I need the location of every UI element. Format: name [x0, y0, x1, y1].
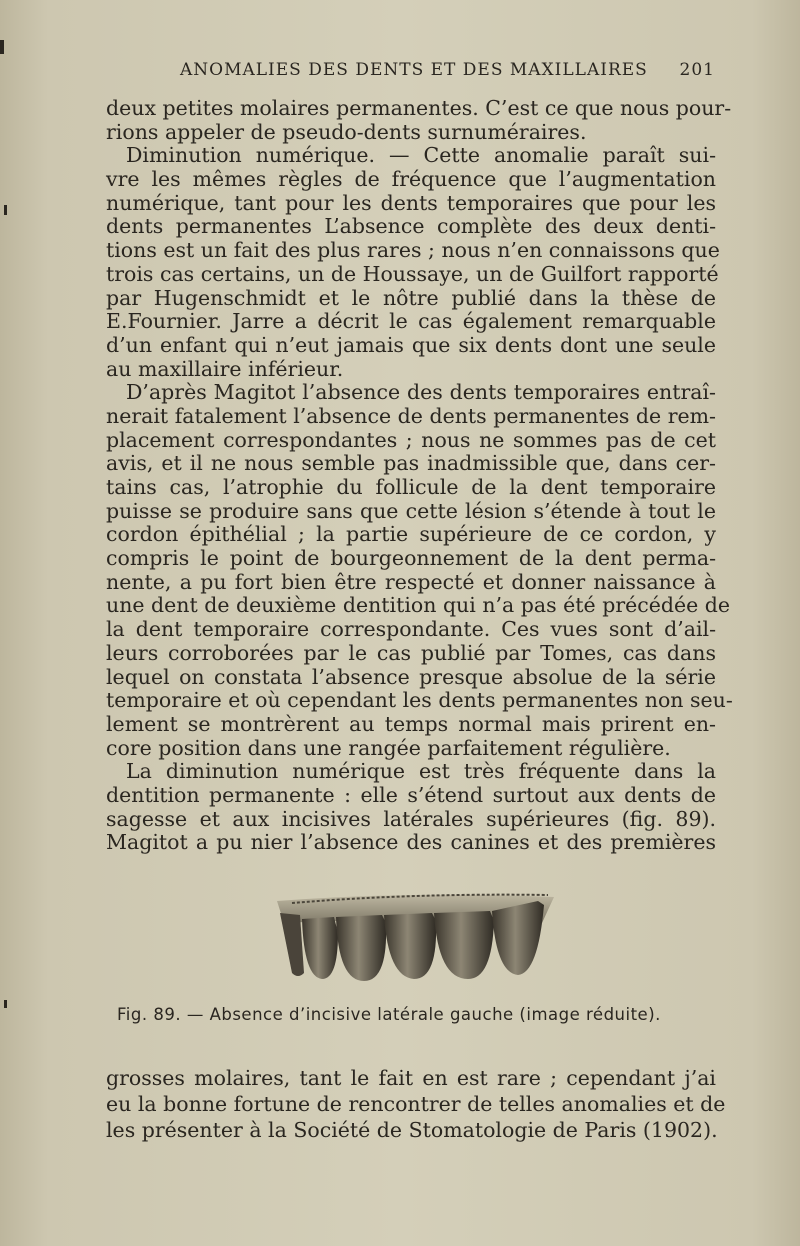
text-line: sagesse et aux incisives latérales supérieures (fig. 89).	[106, 806, 716, 831]
text-line: lequel on constata l’absence presque absolue de la série	[106, 664, 716, 689]
text-line: Diminution numérique. — Cette anomalie paraît sui-	[126, 143, 716, 168]
text-line: compris le point de bourgeonnement de la dent perma-	[106, 546, 716, 571]
text-line: dents permanentes L’absence complète des deux denti-	[106, 214, 716, 239]
body-text-top	[106, 96, 733, 855]
running-title: ANOMALIES DES DENTS ET DES MAXILLAIRES	[180, 60, 648, 80]
text-line: deux petites molaires permanentes. C’est ce que nous pour-	[106, 96, 732, 120]
text-line: puisse se produire sans que cette lésion s’étende à tout le	[106, 498, 716, 523]
text-line: nente, a pu fort bien être respecté et donner naissance à	[106, 569, 716, 594]
text-line: core position dans une rangée parfaitement régulière.	[106, 735, 671, 760]
text-line: nerait fatalement l’absence de dents permanentes de rem-	[106, 403, 716, 428]
text-line: E.Fournier. Jarre a décrit le cas également remarquable	[106, 309, 716, 334]
text-line: La diminution numérique est très fréquente dans la	[126, 759, 716, 784]
text-line: placement correspondantes ; nous ne sommes pas de cet	[106, 427, 716, 452]
teeth-figure	[272, 893, 557, 983]
text-line: D’après Magitot l’absence des dents temporaires entraî-	[126, 380, 716, 405]
page-number: 201	[679, 60, 715, 80]
text-line: Magitot a pu nier l’absence des canines et des premières	[106, 830, 716, 855]
text-line: une dent de deuxième dentition qui n’a pas été précédée de	[106, 593, 731, 618]
teeth-illustration	[272, 893, 557, 983]
text-line: trois cas certains, un de Houssaye, un de Guilfort rapporté	[106, 261, 719, 286]
figure-caption: Fig. 89. — Absence d’incisive latérale gauche (image réduite).	[117, 1005, 661, 1024]
text-line: grosses molaires, tant le fait en est rare ; cependant j’ai	[106, 1066, 716, 1090]
text-line: rions appeler de pseudo-dents surnuméraires.	[106, 119, 587, 144]
margin-mark	[0, 40, 4, 54]
margin-mark	[4, 1000, 7, 1008]
text-line: leurs corroborées par le cas publié par Tomes, cas dans	[106, 640, 716, 665]
text-line: cordon épithélial ; la partie supérieure de ce cordon, y	[106, 522, 716, 547]
text-line: numérique, tant pour les dents temporaires que pour les	[106, 190, 716, 215]
body-text-bottom	[106, 1065, 726, 1143]
text-line: par Hugenschmidt et le nôtre publié dans la thèse de	[106, 285, 716, 310]
text-line: lement se montrèrent au temps normal mais prirent en-	[106, 711, 716, 736]
margin-mark	[4, 205, 7, 215]
text-line: vre les mêmes règles de fréquence que l’augmentation	[106, 167, 716, 192]
text-line: d’un enfant qui n’eut jamais que six dents dont une seule	[106, 332, 716, 357]
text-line: temporaire et où cependant les dents permanentes non seu-	[106, 688, 733, 713]
text-line: eu la bonne fortune de rencontrer de telles anomalies et de	[106, 1092, 726, 1116]
text-line: la dent temporaire correspondante. Ces vues sont d’ail-	[106, 617, 716, 642]
text-line: dentition permanente : elle s’étend surtout aux dents de	[106, 782, 716, 807]
text-line: les présenter à la Société de Stomatologie de Paris (1902).	[106, 1118, 718, 1142]
text-line: tions est un fait des plus rares ; nous n’en connaissons que	[106, 238, 720, 263]
text-line: avis, et il ne nous semble pas inadmissible que, dans cer-	[106, 451, 716, 476]
text-line: tains cas, l’atrophie du follicule de la dent temporaire	[106, 475, 716, 499]
text-line: au maxillaire inférieur.	[106, 356, 344, 381]
